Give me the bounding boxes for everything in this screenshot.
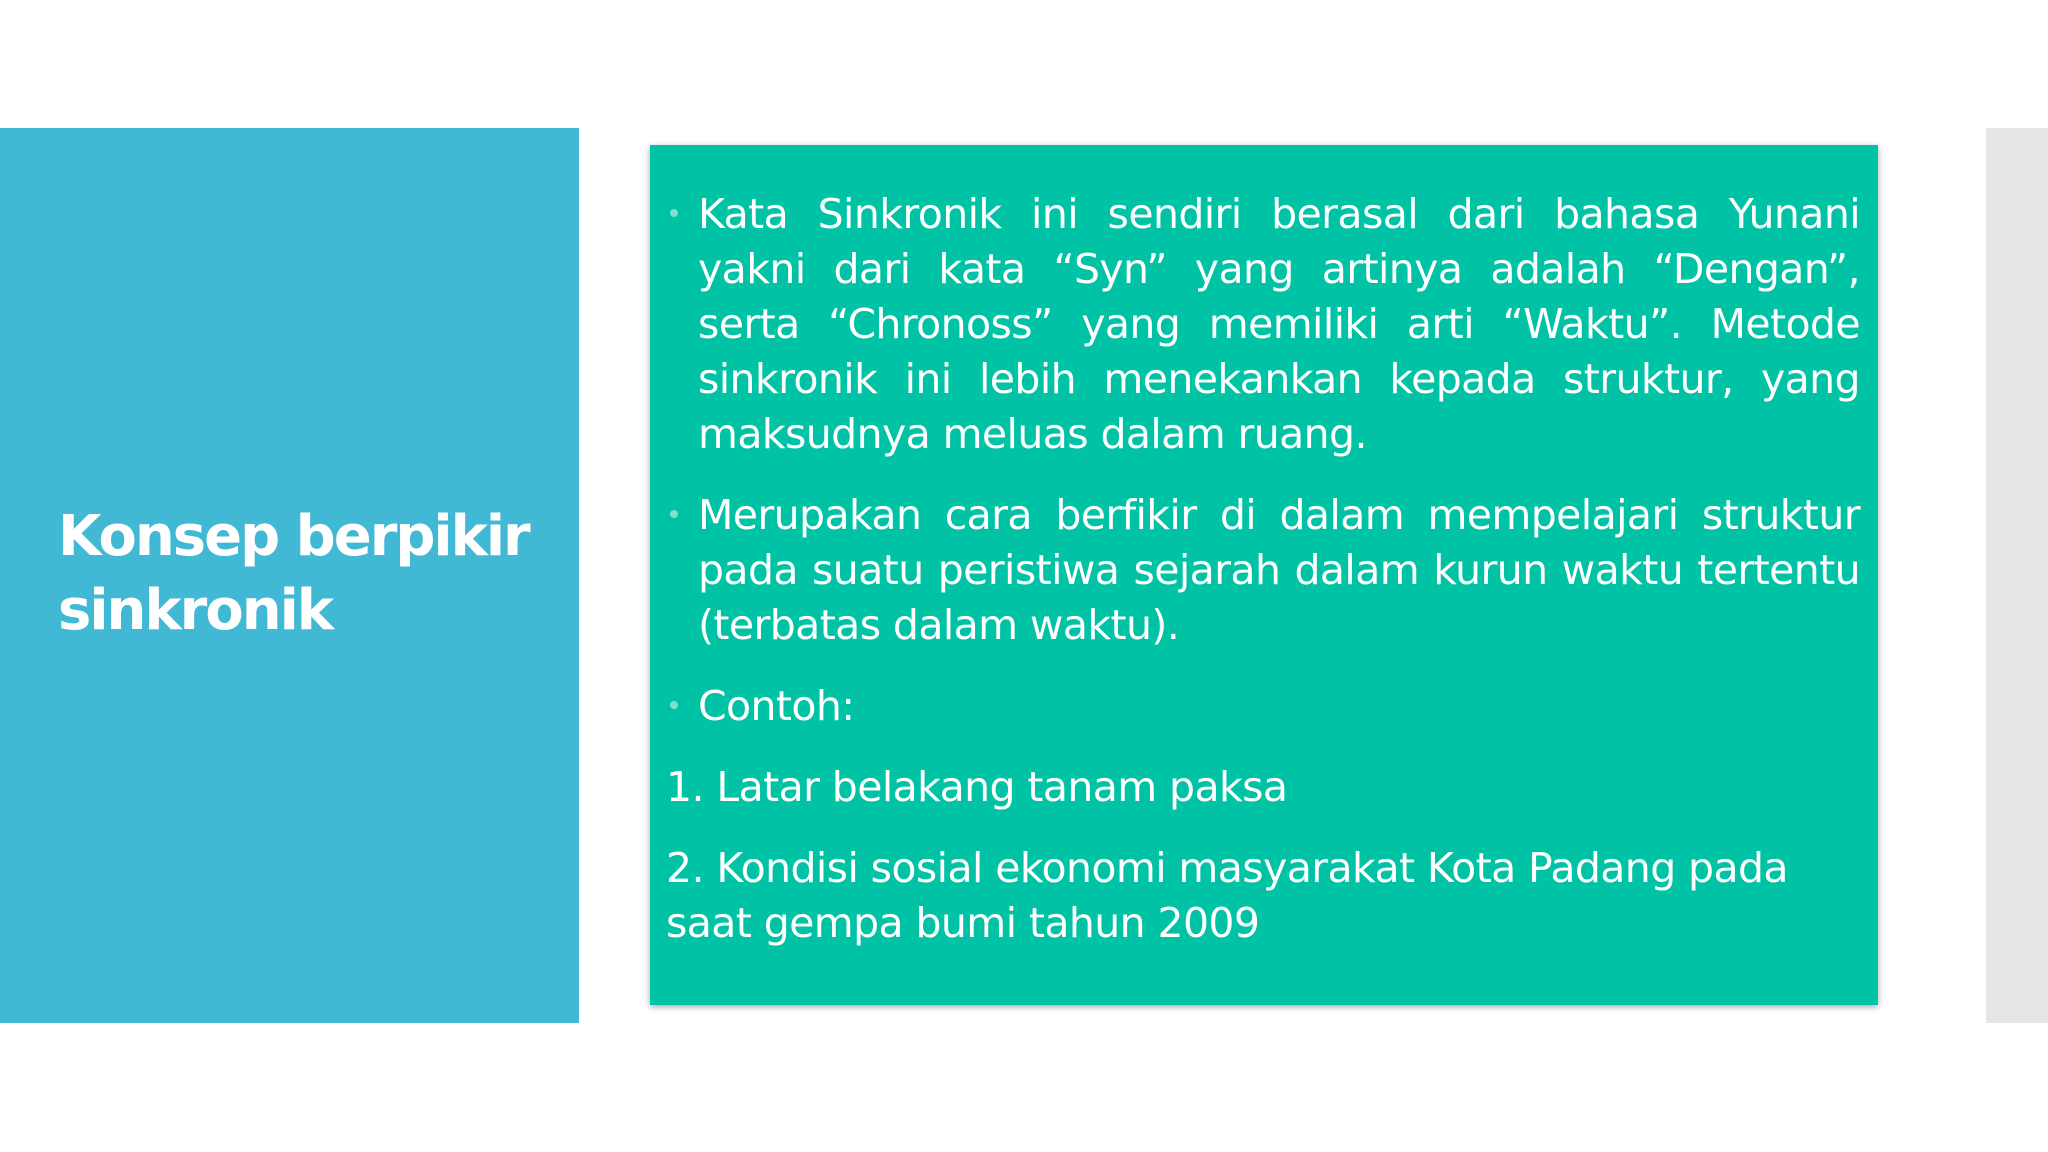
bullet-dot-icon (670, 510, 678, 518)
slide-title (58, 500, 558, 648)
example-item: 1. Latar belakang tanam paksa (666, 763, 1288, 811)
bullet-text: Kata Sinkronik ini sendiri berasal dari bahasa Yunani yakni dari kata “Syn” yang artinya adalah “Dengan”, serta “Chronoss” yang memiliki arti “Waktu”. Metode sinkronik ini lebih menekankan kepada struktur, yang maksudnya meluas dalam ruang. (698, 190, 1860, 458)
right-edge-strip (1986, 128, 2048, 1023)
slide-title-line-2: sinkronik (58, 578, 333, 643)
bullet-item (666, 679, 1860, 734)
bullet-text: Contoh: (698, 682, 855, 730)
content-box (650, 145, 1878, 1005)
bullet-dot-icon (670, 701, 678, 709)
bullet-text: Merupakan cara berfikir di dalam mempelajari struktur pada suatu peristiwa sejarah dalam kurun waktu tertentu (terbatas dalam waktu). (698, 491, 1860, 649)
example-item: 2. Kondisi sosial ekonomi masyarakat Kota Padang pada saat gempa bumi tahun 2009 (666, 844, 1788, 947)
slide-title-line-1: Konsep berpikir (58, 504, 529, 569)
bullet-item (666, 488, 1860, 653)
bullet-dot-icon (670, 209, 678, 217)
bullet-item (666, 187, 1860, 462)
